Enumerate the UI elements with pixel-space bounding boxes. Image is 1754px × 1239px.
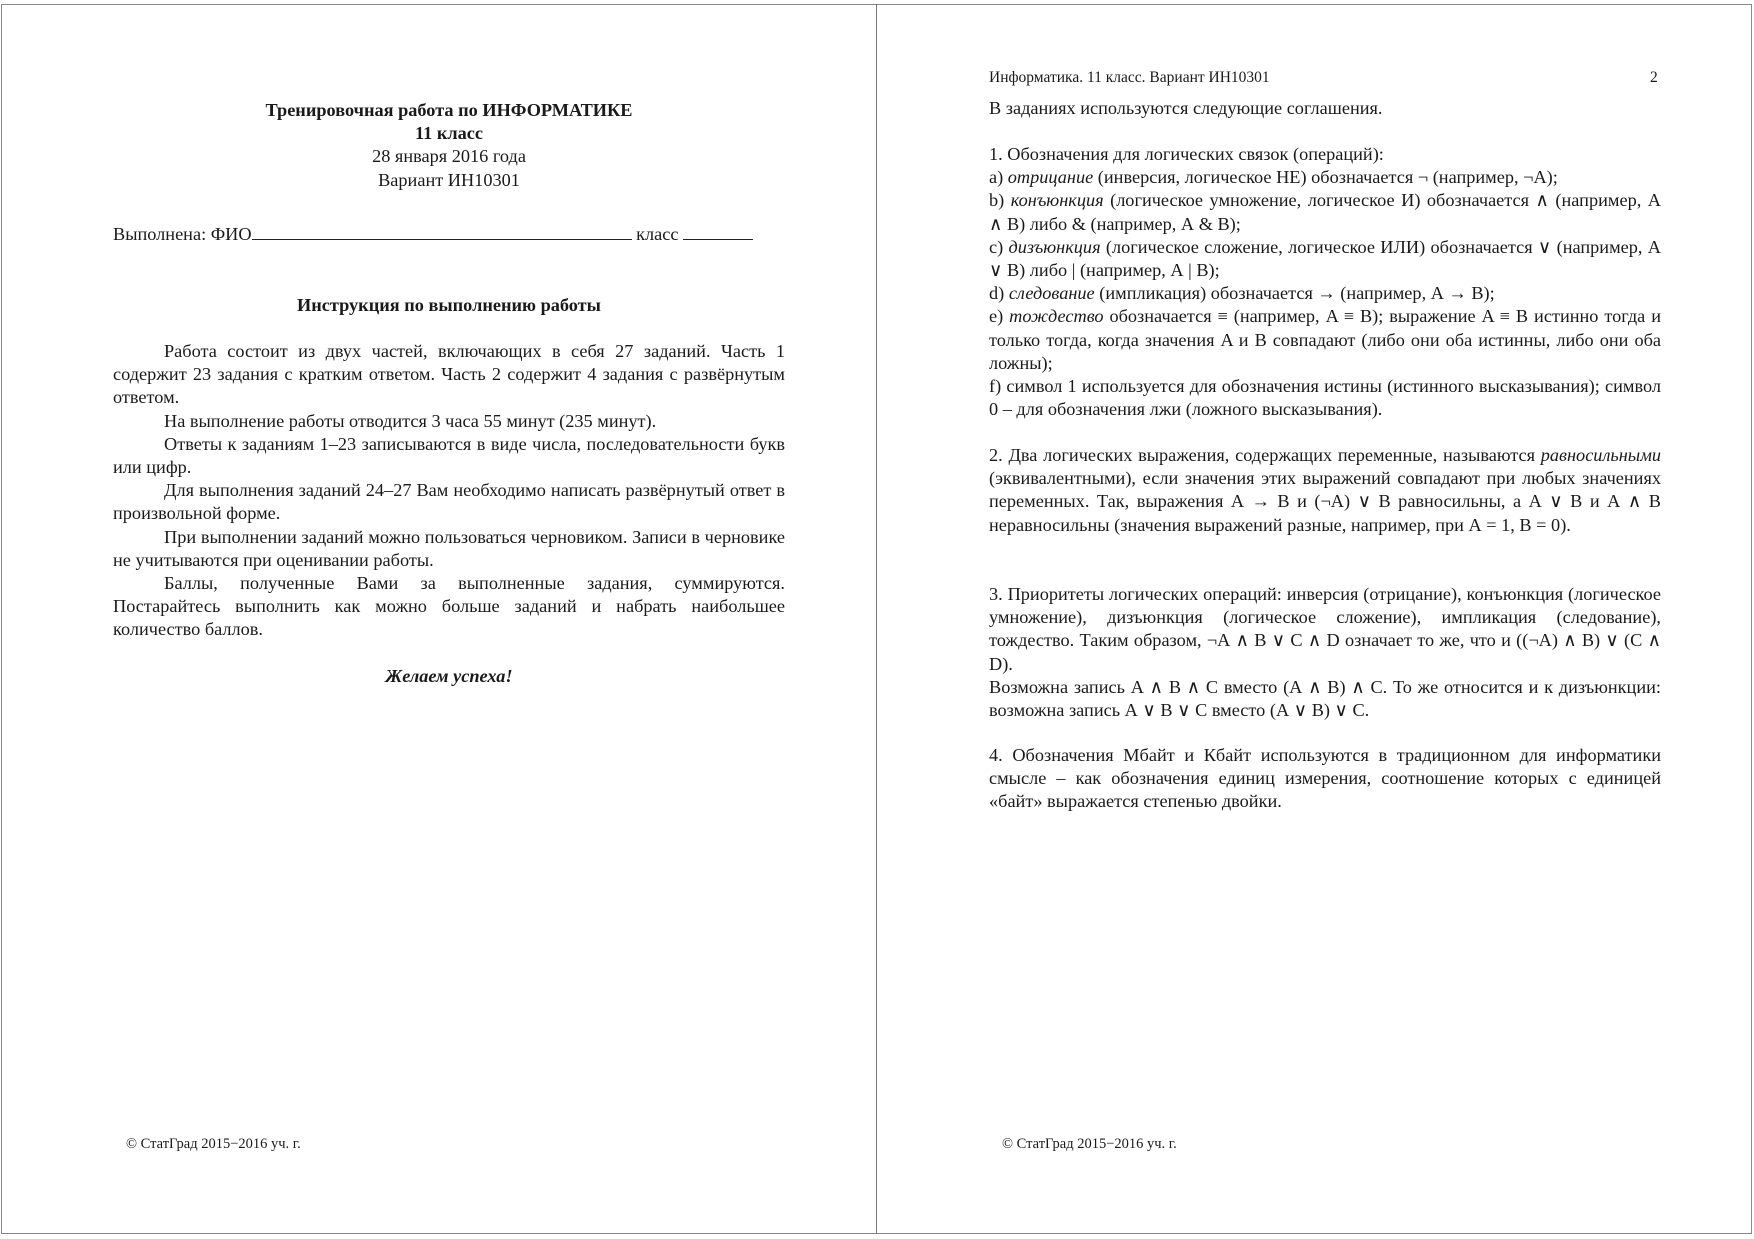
section-4: 4. Обозначения Мбайт и Кбайт используются в традиционном для информатики смысле – как обозначения единиц измерения, соотношение которых с единицей «байт» выражается степенью двойки. — [989, 745, 1661, 812]
doc-title: Тренировочная работа по ИНФОРМАТИКЕ — [265, 100, 633, 120]
footer-left: © СтатГрад 2015−2016 уч. г. — [126, 1136, 301, 1152]
name-field[interactable] — [252, 221, 632, 240]
closing-wish: Желаем успеха! — [385, 666, 513, 686]
class-field[interactable] — [683, 221, 753, 240]
section-3-paragraph: Возможна запись А ∧ В ∧ С вместо (А ∧ В) ∧ С. То же относится и к дизъюнкции: возможна запись А ∨ В ∨ С вместо (А ∨ В) ∨ С. — [989, 676, 1661, 721]
doc-grade: 11 класс — [414, 123, 483, 144]
item-c: c) дизъюнкция (логическое сложение, логическое ИЛИ) обозначается ∨ (например, А ∨ В) либо | (например, А | В); — [989, 236, 1661, 281]
intro: В заданиях используются следующие соглашения. — [989, 98, 1383, 118]
section-1-title: 1. Обозначения для логических связок (операций): — [989, 144, 1384, 164]
title-block — [113, 99, 785, 192]
paragraph: Для выполнения заданий 24–27 Вам необходимо написать развёрнутый ответ в произвольной форме. — [113, 480, 785, 524]
section-3-paragraph: 3. Приоритеты логических операций: инверсия (отрицание), конъюнкция (логическое умножение), дизъюнкция (логическое сложение), импликация (следование), тождество. Таким образом, ¬А ∧ В ∨ С ∧ D означает то же, что и ((¬А) ∧ В) ∨ (С ∧ D). — [989, 584, 1661, 674]
item-b: b) конъюнкция (логическое умножение, логическое И) обозначается ∧ (например, А ∧ В) либо & (например, А & В); — [989, 190, 1661, 234]
paragraph: При выполнении заданий можно пользоваться черновиком. Записи в черновике не учитываются при оценивании работы. — [113, 526, 785, 570]
completed-by-line — [113, 221, 785, 246]
item-d: d) следование (импликация) обозначается → (например, А → В); — [989, 283, 1495, 304]
item-a: a) отрицание (инверсия, логическое НЕ) обозначается ¬ (например, ¬А); — [989, 167, 1558, 188]
section-1 — [989, 143, 1661, 421]
paragraph: Работа состоит из двух частей, включающих в себя 27 заданий. Часть 1 содержит 23 задания с кратким ответом. Часть 2 содержит 4 задания с развёрнутым ответом. — [113, 341, 785, 408]
page-number: 2 — [1650, 69, 1658, 86]
doc-variant: Вариант ИН10301 — [378, 169, 520, 190]
paragraph: Ответы к заданиям 1–23 записываются в виде числа, последовательности букв или цифр. — [113, 433, 785, 478]
item-f: f) символ 1 используется для обозначения истины (истинного высказывания); символ 0 – для обозначения лжи (ложного высказывания). — [989, 376, 1661, 420]
paragraph: На выполнение работы отводится 3 часа 55 минут (235 минут). — [164, 410, 657, 431]
completed-by-label: Выполнена: ФИО — [113, 224, 252, 244]
instructions-body — [113, 340, 785, 642]
section-2: 2. Два логических выражения, содержащих переменные, называются равносильными (эквивалентными), если значения этих выражений совпадают при любых значениях переменных. Так, выражения А → В и (¬А) ∨ В равносильны, а А ∨ В и А ∧ В неравносильны (значения выражений разные, например, при А = 1, В = 0). — [989, 445, 1661, 535]
doc-date: 28 января 2016 года — [372, 146, 526, 167]
class-label: класс — [636, 224, 679, 244]
instructions-title: Инструкция по выполнению работы — [297, 295, 601, 315]
running-header: Информатика. 11 класс. Вариант ИН10301 — [989, 69, 1270, 86]
footer-right: © СтатГрад 2015−2016 уч. г. — [1002, 1136, 1177, 1152]
section-3 — [989, 583, 1661, 722]
item-e: e) тождество обозначается ≡ (например, A ≡ B); выражение A ≡ B истинно тогда и только тогда, когда значения A и B совпадают (либо они оба истинны, либо они оба ложны); — [989, 306, 1661, 373]
paragraph: Баллы, полученные Вами за выполненные задания, суммируются. Постарайтесь выполнить как можно больше заданий и набрать наибольшее количество баллов. — [113, 573, 785, 640]
page-divider — [876, 4, 877, 1234]
